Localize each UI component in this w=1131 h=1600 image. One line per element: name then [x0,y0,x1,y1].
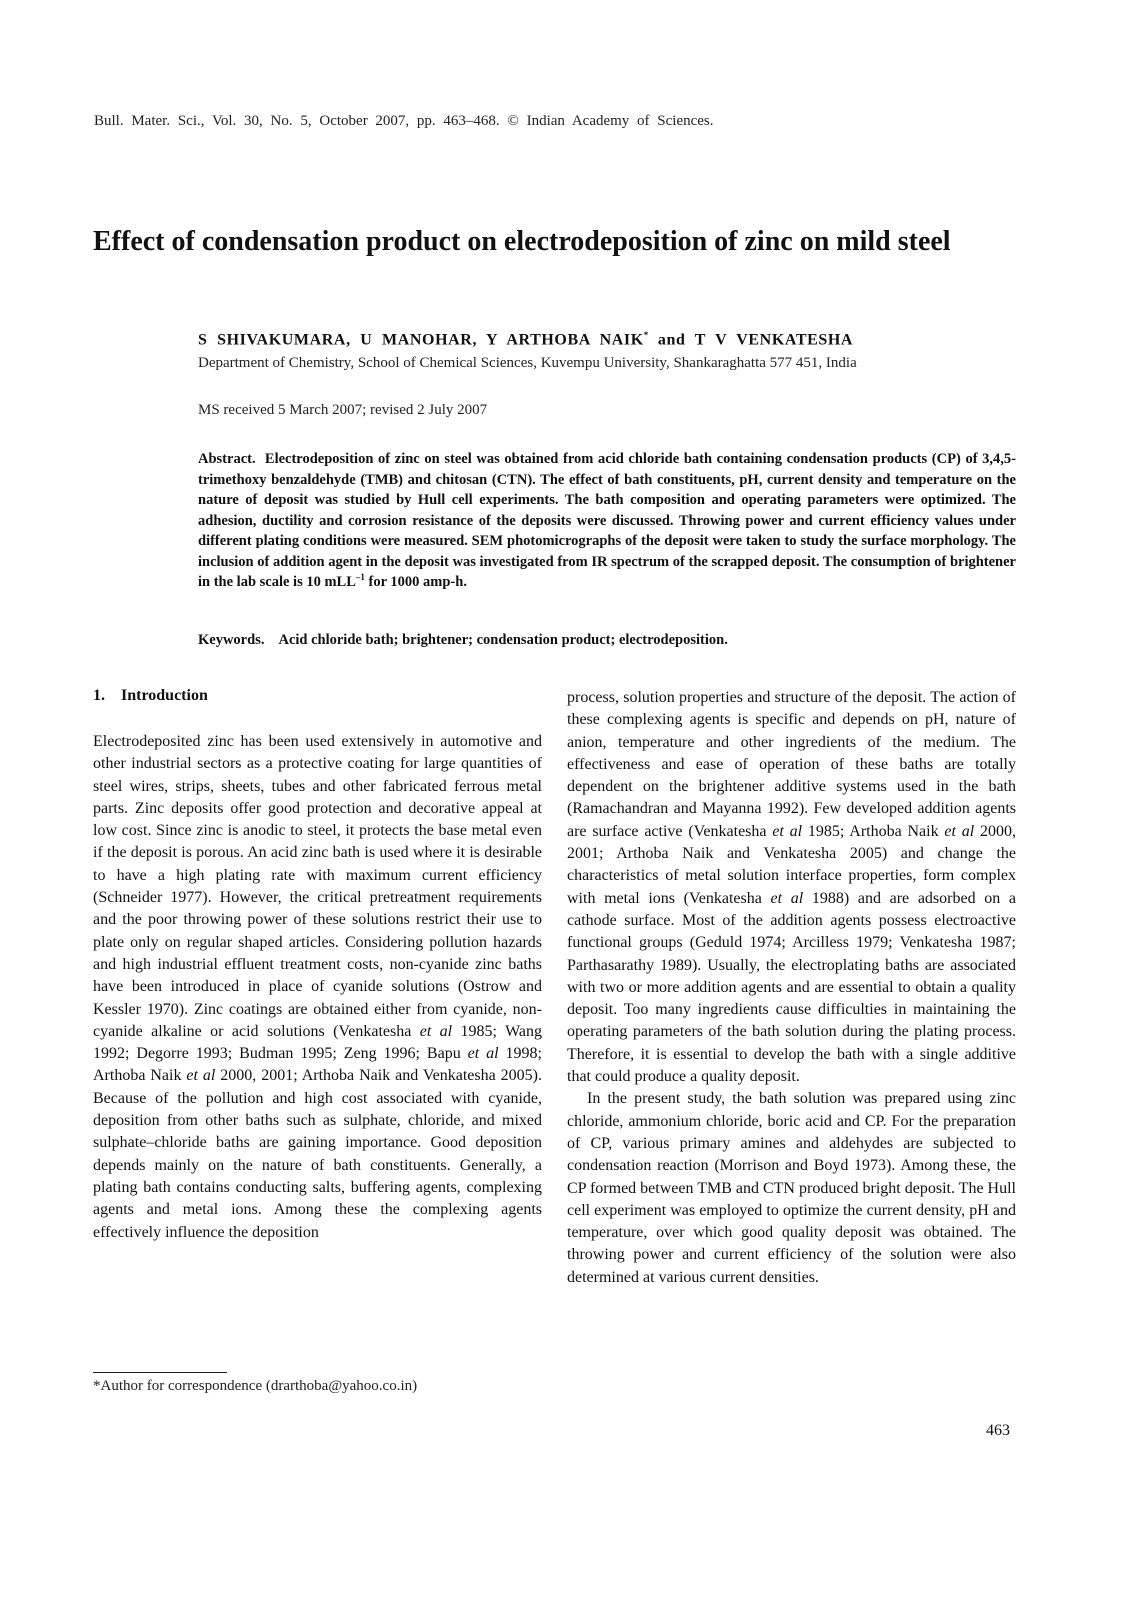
text-run: 1988) and are adsorbed on a cathode surface. Most of the addition agents possess electroactive functional groups (Geduld 1974; Arcilless 1979; Venkatesha 1987; Parthasarathy 1989). Usually, the electroplating baths are associated with two or more addition agents and are essential to obtain a quality deposit. Too many ingredients cause difficulties in maintaining the operating parameters of the bath solution during the plating process. Therefore, it is essential to develop the bath with a single additive that could produce a quality deposit. [567,889,1017,1086]
text-run: Electrodeposited zinc has been used extensively in automotive and other industrial sectors as a protective coating for large quantities of steel wires, strips, sheets, tubes and other fabricated ferrous metal parts. Zinc deposits offer good protection and decorative appeal at low cost. Since zinc is anodic to steel, it protects the base metal even if the deposit is porous. An acid zinc bath is used where it is desirable to have a high plating rate with maximum current efficiency (Schneider 1977). However, the critical pretreatment requirements and the poor throwing power of these solutions restrict their use to plate only on regular shaped articles. Considering pollution hazards and high industrial effluent treatment costs, non-cyanide zinc baths have been introduced in place of cyanide solutions (Ostrow and Kessler 1970). Zinc coatings are obtained either from cyanide, non-cyanide alkaline or acid solutions (Venkatesha [93,733,542,1040]
text-run: 2000, 2001; Arthoba Naik and Venkatesha 2005). Because of the pollution and high cost associated with cyanide, deposition from other baths such as sulphate, chloride, and mixed sulphate–chloride baths are gaining importance. Good deposition depends mainly on the nature of bath constituents. Generally, a plating bath contains conducting salts, buffering agents, complexing agents and metal ions. Among these the complexing agents effectively influence the deposition [93,1067,542,1241]
authors-text-end: and T V VENKATESHA [648,331,854,349]
text-run: 1985; Arthoba Naik [802,822,945,840]
et-al-italic: et al [467,1045,499,1063]
footnote-divider [93,1372,227,1373]
left-column [93,731,542,1244]
section-title: Introduction [121,687,208,704]
text-run: process, solution properties and structure of the deposit. The action of these complexing agents is specific and depends on pH, nature of anion, temperature and other ingredients of the medium. The effectiveness and ease of operation of these baths are totally dependent on the brightener additive systems used in the bath (Ramachandran and Mayanna 1992). Few developed addition agents are surface active (Venkatesha [567,689,1016,840]
et-al-italic: et al [770,889,804,907]
et-al-italic: et al [944,822,975,840]
corresponding-author-mark: * [643,330,649,340]
keywords-text: Acid chloride bath; brightener; condensation product; electrodeposition. [278,632,728,648]
text-run: 1985; Wang 1992; Degorre 1993; Budman 1995; Zeng 1996; Bapu [93,1022,542,1063]
page-number: 463 [986,1422,1010,1439]
article-title: Effect of condensation product on electrodeposition of zinc on mild steel [93,226,951,257]
section-heading-introduction [93,687,208,705]
et-al-italic: et al [772,822,803,840]
author-list [198,330,1038,349]
keywords [198,632,1016,649]
text-run: 1998; Arthoba Naik [93,1045,543,1085]
et-al-italic: et al [419,1022,453,1040]
abstract-text: Electrodeposition of zinc on steel was obtained from acid chloride bath containing condensation products (CP) of 3,4,5-trimethoxy benzaldehyde (TMB) and chitosan (CTN). The effect of bath constituents, pH, current density and temperature on the nature of deposit was studied by Hull cell experiments. The bath composition and operating parameters were optimized. The adhesion, ductility and corrosion resistance of the deposits were discussed. Throwing power and current efficiency values under different plating conditions were measured. SEM photomicrographs of the deposit were taken to study the surface morphology. The inclusion of addition agent in the deposit was investigated from IR spectrum of the scrapped deposit. The consumption of brightener in the lab scale is 10 mLL [198,451,1017,590]
abstract-text-end: for 1000 amp-h. [364,574,467,590]
keywords-label: Keywords. [198,632,265,648]
abstract-superscript: –1 [355,572,365,583]
correspondence-footnote: *Author for correspondence (drarthoba@yahoo.co.in) [93,1378,418,1394]
introduction-paragraph-1 [93,731,542,1244]
author-affiliation: Department of Chemistry, School of Chemical Sciences, Kuvempu University, Shankaraghatta 577 451, India [198,355,857,371]
received-dates: MS received 5 March 2007; revised 2 July 2007 [198,402,488,418]
introduction-paragraph-2: In the present study, the bath solution was prepared using zinc chloride, ammonium chloride, boric acid and CP. For the preparation of CP, various primary amines and aldehydes are subjected to condensation reaction (Morrison and Boyd 1973). Among these, the CP formed between TMB and CTN produced bright deposit. The Hull cell experiment was employed to optimize the current density, pH and temperature, over which good quality deposit was obtained. The throwing power and current efficiency of the solution were also determined at various current densities. [567,1090,1016,1286]
authors-text: S SHIVAKUMARA, U MANOHAR, Y ARTHOBA NAIK [198,331,644,349]
journal-citation: Bull. Mater. Sci., Vol. 30, No. 5, October 2007, pp. 463–468. © Indian Academy of Sciences. [94,113,714,129]
right-column [567,687,1016,1289]
et-al-italic: et al [186,1067,216,1085]
abstract-label: Abstract. [198,451,256,467]
section-number: 1. [93,687,105,704]
text-run: 2000, 2001; Arthoba Naik and Venkatesha 2005) and change the characteristics of metal solution interface properties, form complex with metal ions (Venkatesha [567,822,1017,907]
introduction-paragraph-continued [567,687,1016,1088]
abstract [198,449,1016,593]
